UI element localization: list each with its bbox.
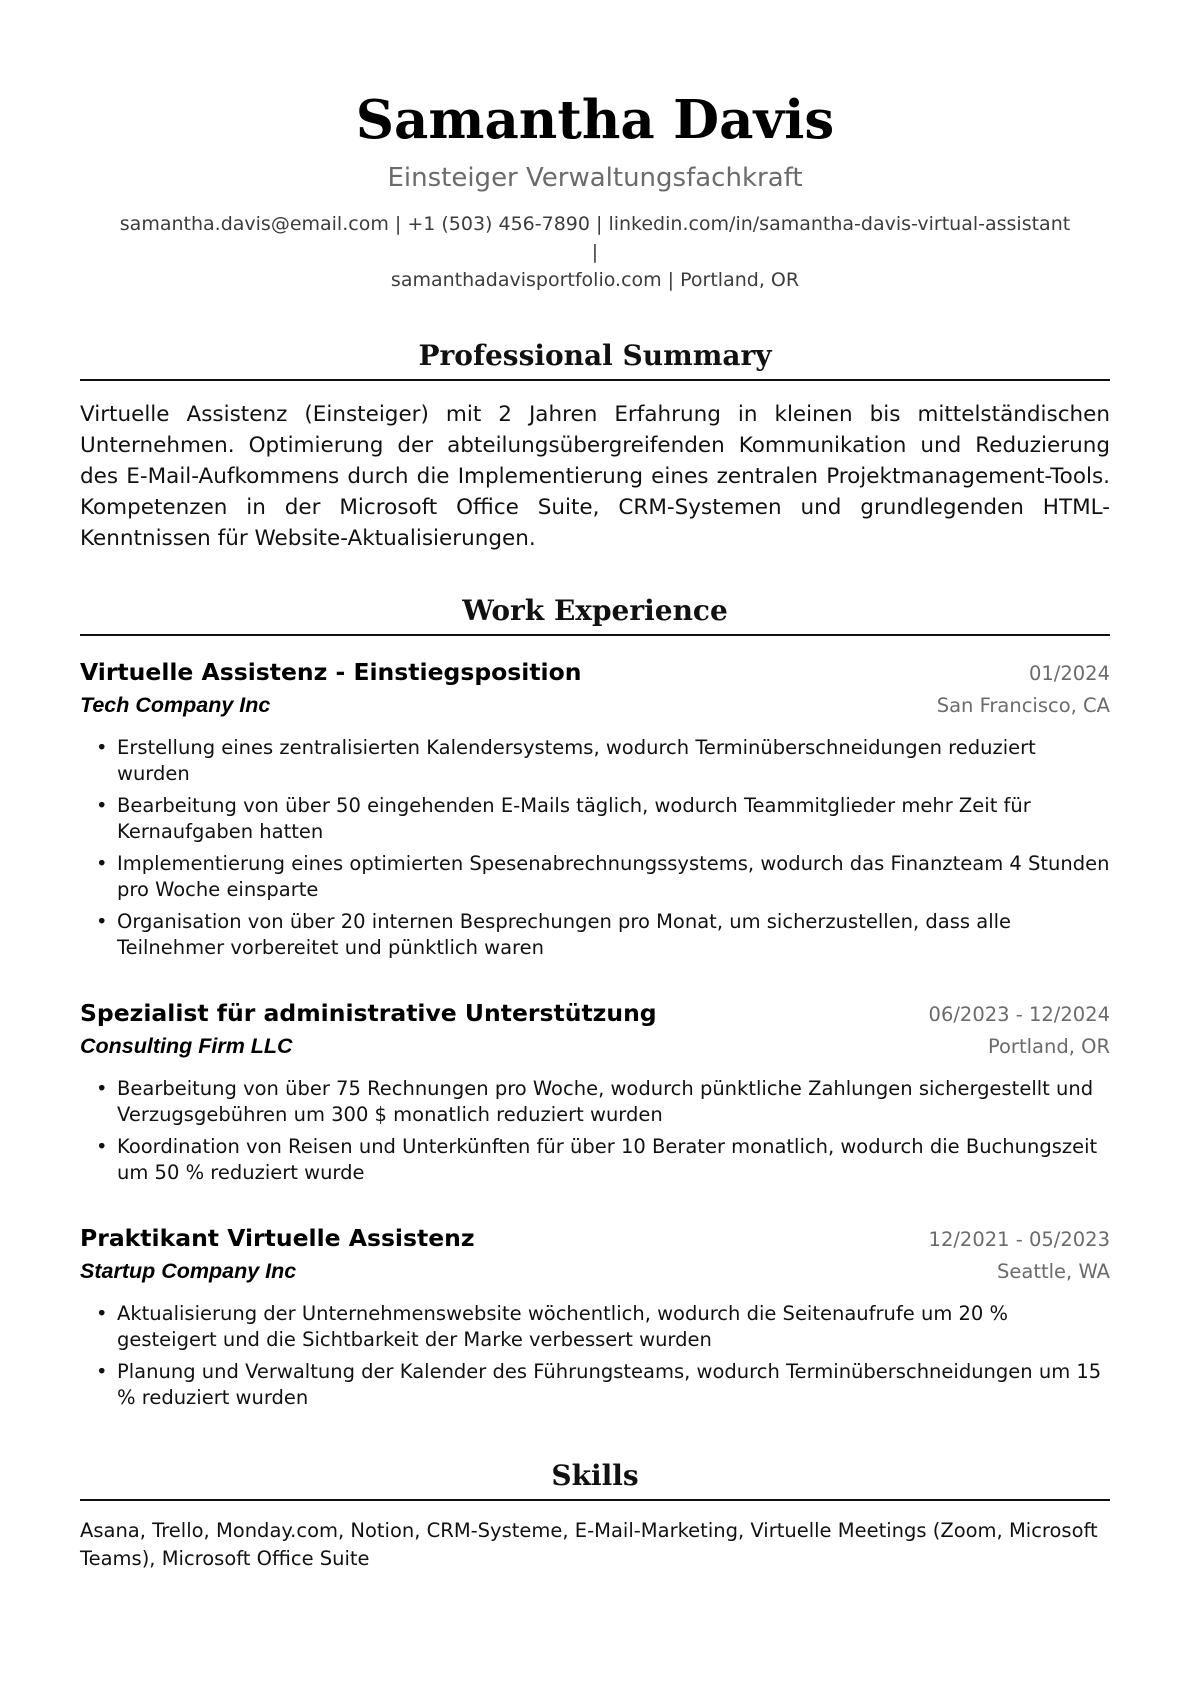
job-date: 12/2021 - 05/2023: [928, 1228, 1110, 1251]
job-bullets: [80, 1076, 1110, 1186]
section-heading-summary: Professional Summary: [80, 337, 1110, 381]
bullet-item: • Bearbeitung von über 50 eingehenden E-Mails täglich, wodurch Teammitglieder mehr Zeit für Kernaufgaben hatten: [117, 793, 1110, 845]
bullet-item: • Planung und Verwaltung der Kalender des Führungsteams, wodurch Terminüberschneidungen um 15 % reduziert wurden: [117, 1359, 1110, 1411]
job-bullets: [80, 735, 1110, 961]
bullet-item: • Erstellung eines zentralisierten Kalendersystems, wodurch Terminüberschneidungen reduziert wurden: [117, 735, 1110, 787]
job-entry: [80, 997, 1110, 1186]
job-title-headline: Einsteiger Verwaltungsfachkraft: [387, 163, 803, 193]
contact-line: samanthadavisportfolio.com | Portland, OR: [390, 269, 800, 291]
candidate-name: Samantha Davis: [355, 89, 835, 151]
job-location: Seattle, WA: [997, 1260, 1110, 1283]
section-heading-experience: Work Experience: [80, 592, 1110, 636]
contact-line: samantha.davis@email.com | +1 (503) 456-7890 | linkedin.com/in/samantha-davis-virtual-assistant |: [119, 213, 1071, 263]
section-heading-skills: Skills: [80, 1457, 1110, 1501]
bullet-item: • Aktualisierung der Unternehmenswebsite wöchentlich, wodurch die Seitenaufrufe um 20 % gesteigert und die Sichtbarkeit der Marke verbessert wurden: [117, 1301, 1110, 1353]
job-date: 06/2023 - 12/2024: [928, 1003, 1110, 1026]
job-entry: [80, 656, 1110, 961]
bullet-item: • Organisation von über 20 internen Besprechungen pro Monat, um sicherzustellen, dass alle Teilnehmer vorbereitet und pünktlich waren: [117, 909, 1110, 961]
summary-text: Virtuelle Assistenz (Einsteiger) mit 2 Jahren Erfahrung in kleinen bis mittelständischen Unternehmen. Optimierung der abteilungsübergreifenden Kommunikation und Reduzierung des E-Mail-Aufkommens durch die Implementierung eines zentralen Projektmanagement-Tools. Kompetenzen in der Microsoft Office Suite, CRM-Systemen und grundlegenden HTML-Kenntnissen für Website-Aktualisierungen.: [80, 402, 1110, 551]
job-position: Praktikant Virtuelle Assistenz: [80, 1224, 475, 1252]
company-name: Startup Company Inc: [80, 1259, 297, 1283]
company-name: Tech Company Inc: [80, 693, 271, 717]
bullet-item: • Bearbeitung von über 75 Rechnungen pro Woche, wodurch pünktliche Zahlungen sichergestellt und Verzugsgebühren um 300 $ monatlich reduziert wurden: [117, 1076, 1110, 1128]
skills-list: Asana, Trello, Monday.com, Notion, CRM-Systeme, E-Mail-Marketing, Virtuelle Meetings (Zoom, Microsoft Teams), Microsoft Office Suite: [80, 1519, 1098, 1570]
job-entry: [80, 1222, 1110, 1411]
company-name: Consulting Firm LLC: [80, 1034, 293, 1058]
job-position: Virtuelle Assistenz - Einstiegsposition: [80, 658, 582, 686]
job-bullets: [80, 1301, 1110, 1411]
bullet-item: • Implementierung eines optimierten Spesenabrechnungssystems, wodurch das Finanzteam 4 Stunden pro Woche einsparte: [117, 851, 1110, 903]
job-location: San Francisco, CA: [936, 694, 1110, 717]
contact-info: [115, 210, 1075, 294]
job-date: 01/2024: [1028, 662, 1110, 685]
job-position: Spezialist für administrative Unterstützung: [80, 999, 657, 1027]
job-location: Portland, OR: [987, 1035, 1110, 1058]
bullet-item: • Koordination von Reisen und Unterkünften für über 10 Berater monatlich, wodurch die Buchungszeit um 50 % reduziert wurde: [117, 1134, 1110, 1186]
